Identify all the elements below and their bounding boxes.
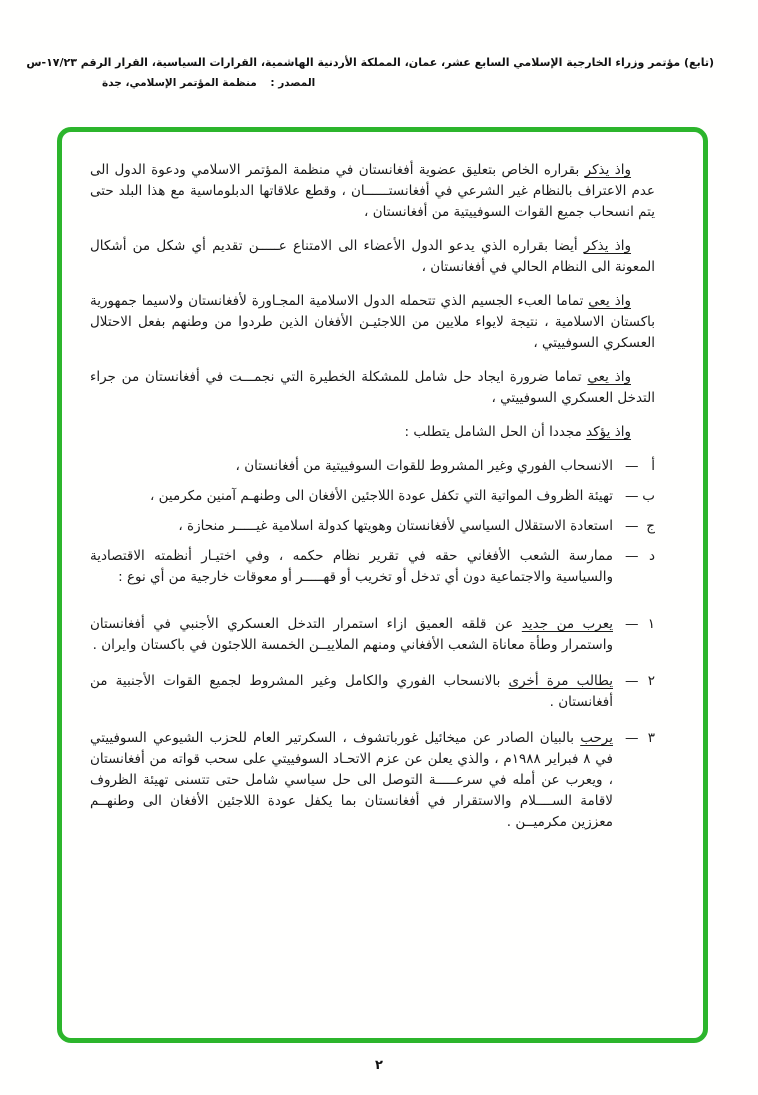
paragraph-lead: واذ يعي xyxy=(588,293,631,309)
item-dash: — xyxy=(625,730,639,746)
item-dash: — xyxy=(625,616,639,632)
item-label: ب xyxy=(642,488,655,504)
paragraph-lead: واذ يؤكد xyxy=(586,424,631,440)
item-dash: — xyxy=(625,488,639,504)
source-label: المصدر : xyxy=(270,77,316,89)
preamble-paragraph-3 xyxy=(90,291,655,354)
item-lead: يرحب xyxy=(580,730,613,746)
item-label: ٣ xyxy=(647,730,655,746)
header-source xyxy=(44,77,714,89)
item-dash: — xyxy=(625,673,639,689)
item-text xyxy=(90,728,613,833)
item-label: ٢ xyxy=(647,673,655,689)
item-marker xyxy=(613,516,655,537)
item-label: ج xyxy=(646,518,655,534)
paragraph-lead: واذ يذكر xyxy=(583,238,632,254)
item-text xyxy=(90,614,613,656)
header-title: (تابع) مؤتمر وزراء الخارجية الإسلامي السابع عشر، عمان، المملكة الأردنية الهاشمية، القرارات السياسية، القرار الرقم ١٧/٢٣-س xyxy=(26,56,714,69)
item-label: د xyxy=(648,548,655,564)
numbered-item-1 xyxy=(90,614,655,656)
paragraph-text: مجددا أن الحل الشامل يتطلب : xyxy=(404,424,587,440)
item-dash: — xyxy=(625,518,639,534)
lettered-item-b xyxy=(90,486,655,507)
item-marker xyxy=(613,671,655,692)
item-marker xyxy=(613,486,655,507)
paragraph-lead: واذ يعي xyxy=(587,369,631,385)
preamble-paragraph-4 xyxy=(90,367,655,409)
item-text: استعادة الاستقلال السياسي لأفغانستان وهويتها كدولة اسلامية غيـــــر منحازة ، xyxy=(178,518,613,534)
item-dash: — xyxy=(625,548,639,564)
item-body: عن قلقه العميق ازاء استمرار التدخل العسكري الأجنبي في أفغانستان واستمرار وطأة معاناة الشعب الأفغاني ومنهم الملاييــن الخمسة اللاجئون في باكستان وايران . xyxy=(90,616,613,653)
lettered-item-d xyxy=(90,546,655,588)
item-marker xyxy=(613,728,655,749)
document-body xyxy=(90,160,655,833)
preamble-paragraph-1 xyxy=(90,160,655,223)
item-marker xyxy=(613,546,655,567)
item-body: بالبيان الصادر عن ميخائيل غورباتشوف ، السكرتير العام للحزب الشيوعي السوفييتي في ٨ فبراير ١٩٨٨م ، والذي يعلن عن عزم الاتحـاد السوفييتي على سحب قواته من أفغانستان ، ويعرب عن أمله في سرعـــــة التوصل الى حل سياسي شامل حتى تتسنى تهيئة الظروف لاقامة الســــلام والاستقرار في أفغانستان بما يكفل عودة اللاجئين الأفغان الى وطنهــم معززين مكرميــن . xyxy=(90,730,613,830)
item-marker xyxy=(613,456,655,477)
item-text xyxy=(90,671,613,713)
item-lead: يعرب من جديد xyxy=(521,616,613,632)
paragraph-lead: واذ يذكر xyxy=(584,162,632,178)
preamble-paragraph-2 xyxy=(90,236,655,278)
item-label: أ xyxy=(651,458,655,474)
numbered-item-3 xyxy=(90,728,655,833)
item-text: الانسحاب الفوري وغير المشروط للقوات السوفييتية من أفغانستان ، xyxy=(235,458,613,474)
item-body: بالانسحاب الفوري والكامل وغير المشروط لجميع القوات الأجنبية من أفغانستان . xyxy=(90,673,613,710)
paragraph-text: أيضا بقراره الذي يدعو الدول الأعضاء الى الامتناع عـــــن تقديم أي شكل من أشكال المعونة الى النظام الحالي في أفغانستان ، xyxy=(90,238,655,275)
lettered-item-a xyxy=(90,456,655,477)
document-header xyxy=(26,56,714,89)
item-label: ١ xyxy=(647,616,655,632)
item-marker xyxy=(613,614,655,635)
page-number: ٢ xyxy=(375,1058,383,1073)
paragraph-text: بقراره الخاص بتعليق عضوية أفغانستان في منظمة المؤتمر الاسلامي ودعوة الدول الى عدم الاعتراف بالنظام غير الشرعي في أفغانستــــــان ، وقطع علاقاتها الدبلوماسية مع هذا البلد حتى يتم انسحاب جميع القوات السوفييتية من أفغانستان ، xyxy=(90,162,655,220)
paragraph-text: تماما ضرورة ايجاد حل شامل للمشكلة الخطيرة التي نجمـــت في أفغانستان من جراء التدخل العسكري السوفييتي ، xyxy=(90,369,655,406)
item-text: تهيئة الظروف المواتية التي تكفل عودة اللاجئين الأفغان الى وطنهـم آمنين مكرمين ، xyxy=(149,488,613,504)
numbered-item-2 xyxy=(90,671,655,713)
item-lead: يطالب مرة أخرى xyxy=(508,673,613,689)
preamble-paragraph-5 xyxy=(90,422,655,443)
lettered-item-j xyxy=(90,516,655,537)
paragraph-text: تماما العبء الجسيم الذي تتحمله الدول الاسلامية المجـاورة لأفغانستان ولاسيما جمهورية باكستان الاسلامية ، نتيجة لايواء ملايين من اللاجئيـن الأفغان الذين طردوا من وطنهم بفعل الاحتلال العسكري السوفييتي ، xyxy=(90,293,655,351)
item-dash: — xyxy=(625,458,639,474)
source-value: منظمة المؤتمر الإسلامي، جدة xyxy=(102,77,257,89)
item-text: ممارسة الشعب الأفغاني حقه في تقرير نظام حكمه ، وفي اختيـار أنظمته الاقتصادية والسياسية والاجتماعية دون أي تدخل أو تخريب أو قهـــــر أو معوقات خارجية من أي نوع : xyxy=(90,548,613,585)
